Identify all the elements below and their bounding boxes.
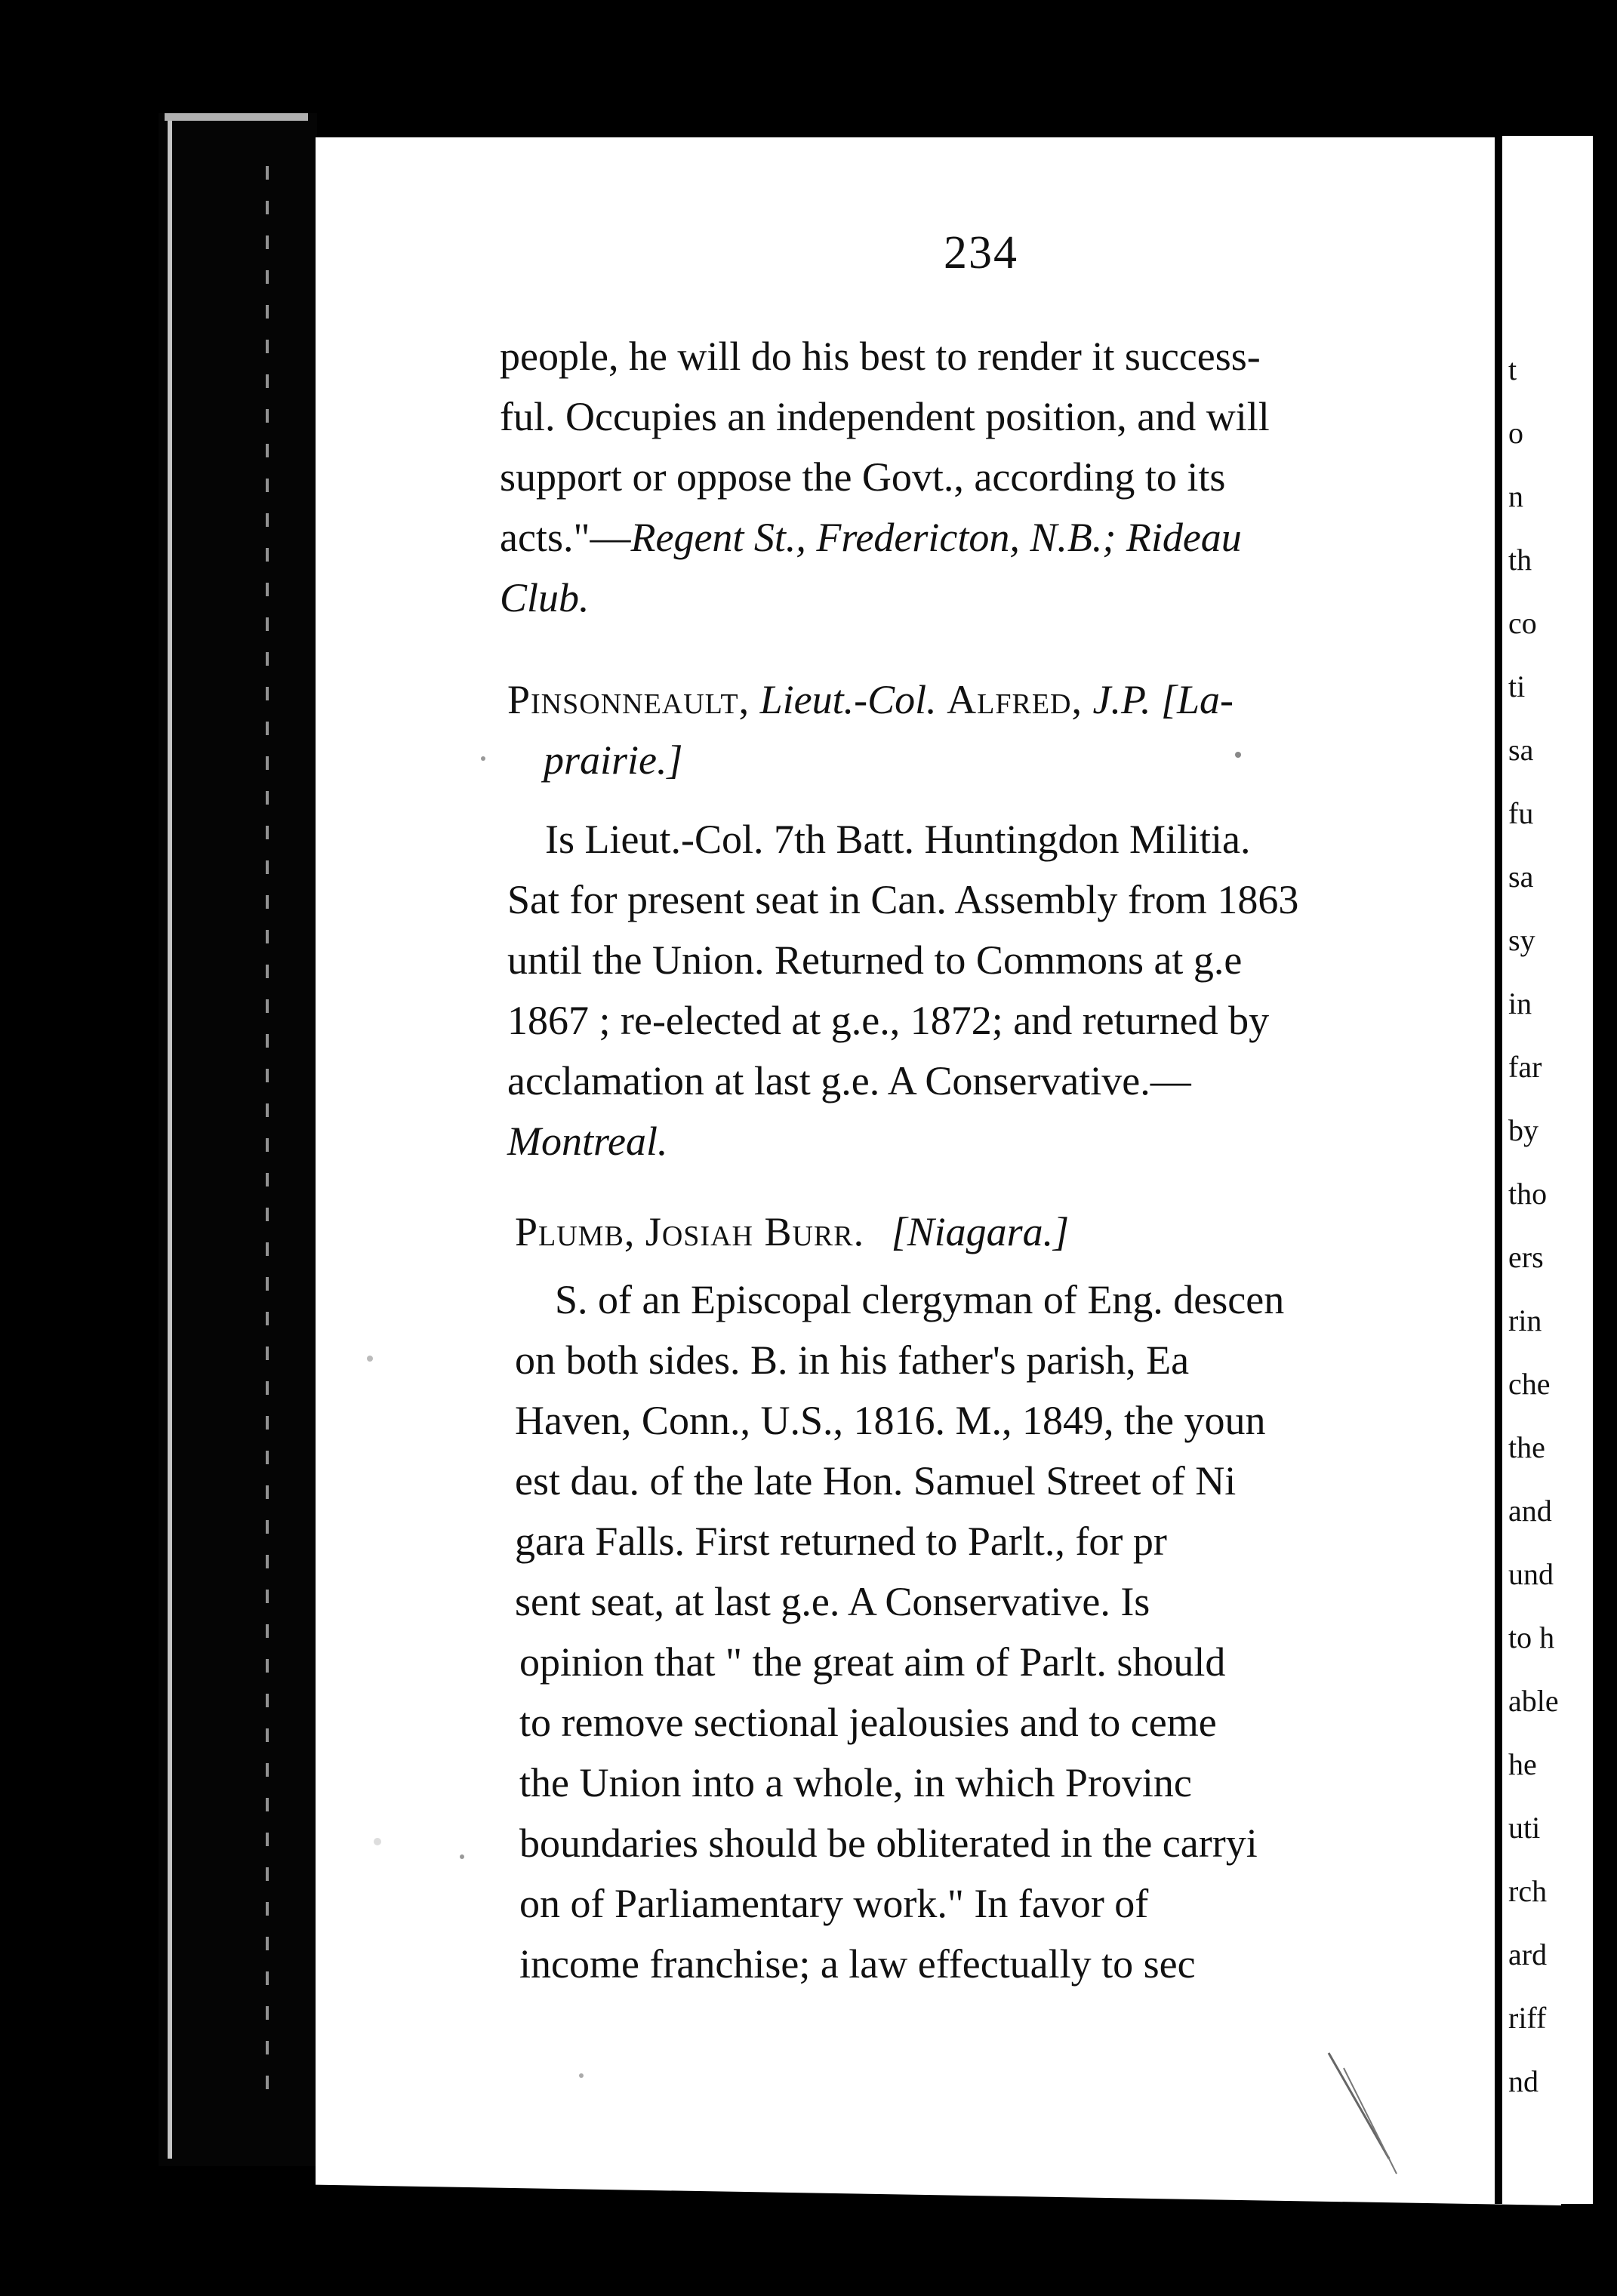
text-line: Is Lieut.-Col. 7th Batt. Huntingdon Militia. xyxy=(545,817,1251,862)
adjacent-page-fragment: nd xyxy=(1508,2064,1538,2098)
entry-surname: Plumb, xyxy=(515,1209,636,1254)
text-line: people, he will do his best to render it success- xyxy=(500,334,1261,379)
text-fragment: acts."— xyxy=(500,515,631,560)
text-line: Sat for present seat in Can. Assembly from 1863 xyxy=(507,877,1299,922)
text-line: acclamation at last g.e. A Conservative.— xyxy=(507,1058,1191,1103)
text-line: S. of an Episcopal clergyman of Eng. descen xyxy=(555,1277,1285,1322)
adjacent-page-strip xyxy=(1495,136,1593,2204)
adjacent-page-fragment: by xyxy=(1508,1113,1538,1147)
adjacent-page-fragment: co xyxy=(1508,606,1537,640)
adjacent-page-fragment: o xyxy=(1508,416,1523,450)
adjacent-page-fragment: rin xyxy=(1508,1303,1542,1337)
adjacent-page-fragment: und xyxy=(1508,1557,1554,1591)
text-line: 1867 ; re-elected at g.e., 1872; and returned by xyxy=(507,998,1270,1043)
adjacent-page-fragment: t xyxy=(1508,352,1517,386)
text-line: Club. xyxy=(500,575,590,620)
entry-suffix: J.P. xyxy=(1092,677,1151,722)
entry-surname: Pinsonneault, xyxy=(507,677,750,722)
text-line xyxy=(500,517,1242,558)
entry-constituency-cont: prairie.] xyxy=(544,737,683,783)
adjacent-page-fragment: and xyxy=(1508,1494,1552,1528)
entry-title: Lieut.-Col. xyxy=(759,677,937,722)
adjacent-page-fragment: n xyxy=(1508,479,1523,513)
entry-heading-pinsonneault xyxy=(507,679,1234,720)
left-edge-marks xyxy=(266,166,269,2098)
left-binding xyxy=(159,113,317,2166)
adjacent-page-fragment: to h xyxy=(1508,1620,1555,1654)
adjacent-page-fragment: ard xyxy=(1508,1937,1548,1971)
text-line: on both sides. B. in his father's parish, Ea xyxy=(515,1337,1190,1383)
text-line: boundaries should be obliterated in the carryi xyxy=(519,1820,1258,1866)
text-line: gara Falls. First returned to Parlt., for pr xyxy=(515,1519,1167,1564)
page-number: 234 xyxy=(944,227,1018,279)
text-line: the Union into a whole, in which Provinc xyxy=(519,1760,1192,1805)
adjacent-page-fragment: rch xyxy=(1508,1874,1548,1908)
adjacent-page-fragment: uti xyxy=(1508,1811,1541,1845)
entry-heading-plumb xyxy=(515,1211,1069,1252)
address-text: Regent St., Fredericton, N.B.; Rideau xyxy=(630,515,1242,560)
adjacent-page-fragment: che xyxy=(1508,1367,1551,1401)
adjacent-page-fragment: th xyxy=(1508,543,1532,577)
entry-constituency: [La- xyxy=(1160,677,1234,722)
text-line: on of Parliamentary work." In favor of xyxy=(519,1881,1149,1926)
text-line: support or oppose the Govt., according to its xyxy=(500,454,1226,500)
text-line: est dau. of the late Hon. Samuel Street of Ni xyxy=(515,1458,1237,1503)
text-line: Montreal. xyxy=(507,1119,668,1164)
adjacent-page-fragment: sa xyxy=(1508,733,1534,767)
adjacent-page-fragment: he xyxy=(1508,1747,1537,1781)
adjacent-page-fragment: far xyxy=(1508,1050,1542,1084)
entry-given-name: Josiah Burr. xyxy=(645,1209,865,1254)
adjacent-page-fragment: ti xyxy=(1508,669,1526,703)
adjacent-page-fragment: tho xyxy=(1508,1177,1548,1211)
text-line: sent seat, at last g.e. A Conservative. Is xyxy=(515,1579,1150,1624)
left-page-edge xyxy=(168,121,172,2159)
text-line: income franchise; a law effectually to sec xyxy=(519,1941,1196,1987)
text-line: until the Union. Returned to Commons at g.e xyxy=(507,937,1243,983)
adjacent-page-fragment: ers xyxy=(1508,1240,1544,1274)
adjacent-page-fragment: riff xyxy=(1508,2001,1547,2035)
text-line: Haven, Conn., U.S., 1816. M., 1849, the youn xyxy=(515,1398,1266,1443)
top-edge-mark xyxy=(165,113,308,121)
text-line: to remove sectional jealousies and to ceme xyxy=(519,1700,1217,1745)
adjacent-page-fragment: sa xyxy=(1508,860,1534,894)
entry-given-name: Alfred, xyxy=(947,677,1083,722)
adjacent-page-fragment: the xyxy=(1508,1430,1545,1464)
text-line: ful. Occupies an independent position, and will xyxy=(500,394,1270,439)
adjacent-page-fragment: sy xyxy=(1508,923,1535,957)
adjacent-page-fragment: fu xyxy=(1508,796,1534,830)
text-line: opinion that " the great aim of Parlt. should xyxy=(519,1639,1226,1685)
adjacent-page-fragment: able xyxy=(1508,1684,1559,1718)
adjacent-page-fragment: in xyxy=(1508,986,1532,1020)
entry-constituency: [Niagara.] xyxy=(891,1209,1070,1254)
